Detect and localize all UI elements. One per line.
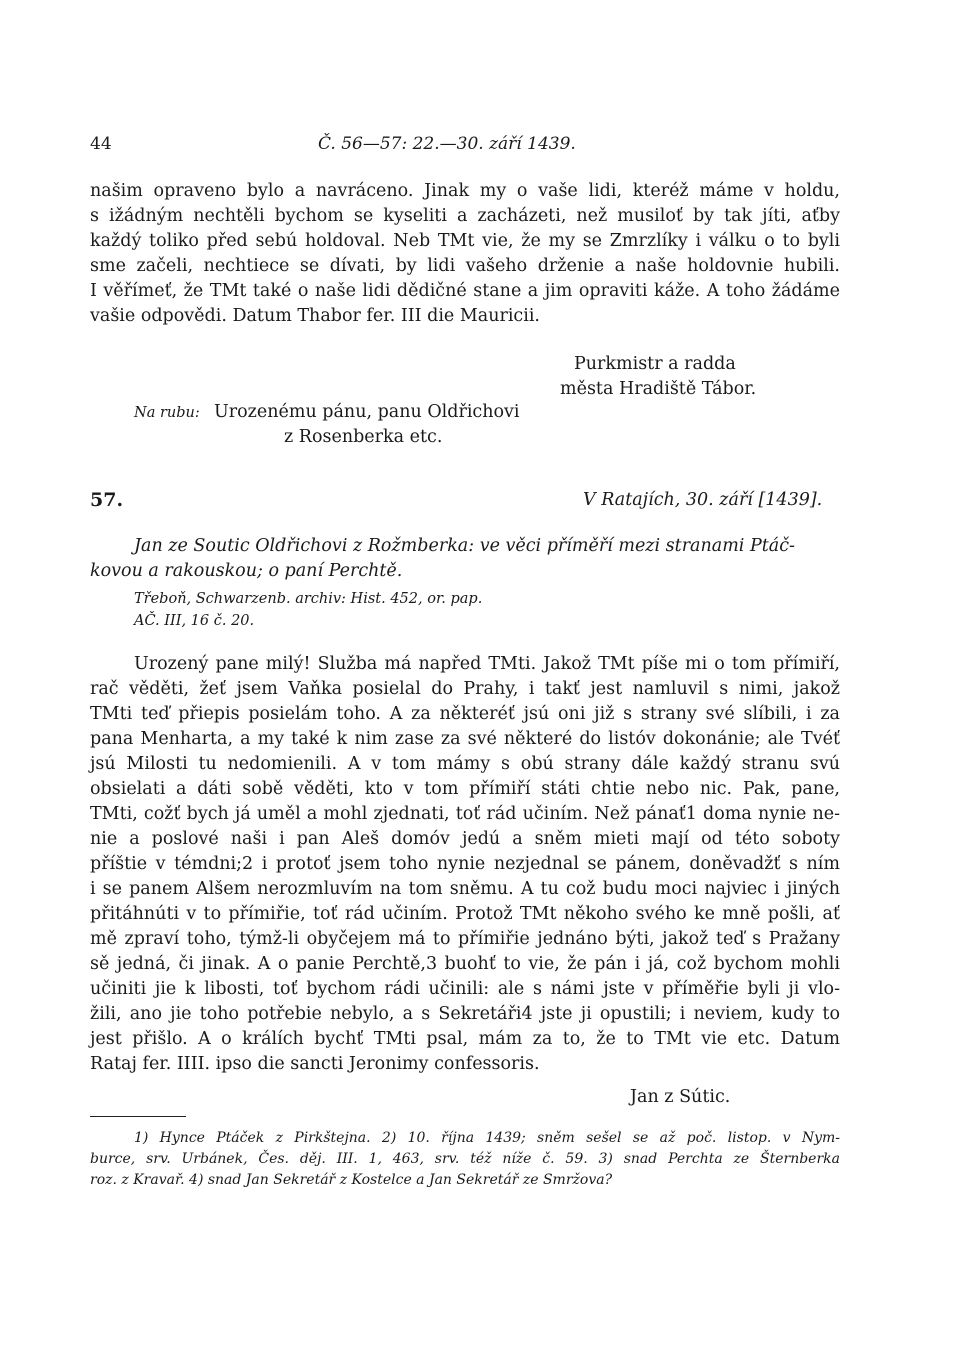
address-label: Na rubu: <box>134 405 200 421</box>
body-line: i se panem Alšem nerozmluvím na tom sněmu. A tu což budu moci najviec i jiných <box>90 879 840 899</box>
body-line: žili, ano jie toho potřebie nebylo, a s Sekretáři4 jste ji opustili; i neviem, kudy to <box>90 1004 840 1024</box>
signature-line: Purkmistr a radda <box>574 354 736 374</box>
body-line: sě jedná, či jinak. A o panie Perchtě,3 buohť to vie, že pán i já, což bychom mohli <box>90 954 840 974</box>
body-line: příštie v témdni;2 i protoť jsem toho nynie nezjednal se pánem, doněvadžť s ním <box>90 854 840 874</box>
body-line: každý toliko před sebú holdoval. Neb TMt vie, že my se Zmrzlíky i válku o to byli <box>90 231 840 251</box>
body-line: jsú Milosti tu nedomienili. A v tom mámy s obú strany dále každý stranu svú <box>90 754 840 774</box>
body-line: TMti teď přiepis posielám toho. A za některéť jsú oni již s strany své slíbili, i za <box>90 704 840 724</box>
body-line: TMti, cožť bych já uměl a mohl zjednati, toť rád učiním. Než pánať1 doma nynie ne- <box>90 804 840 824</box>
archive-source: Třeboň, Schwarzenb. archiv: Hist. 452, or. pap. <box>134 591 483 607</box>
place-date: V Ratajích, 30. září [1439]. <box>583 490 823 510</box>
body-line: jest přišlo. A o králích bychť TMti psal, mám za to, že to TMt vie etc. Datum <box>90 1029 840 1049</box>
footnote-line: 1) Hynce Ptáček z Pirkštejna. 2) 10. října 1439; sněm sešel se až poč. listop. v Nym- <box>134 1130 840 1146</box>
footnote-line: roz. z Kravař. 4) snad Jan Sekretář z Kostelce a Jan Sekretář ze Smržova? <box>90 1172 613 1188</box>
body-line: našim opraveno bylo a navráceno. Jinak my o vaše lidi, kteréž máme v holdu, <box>90 181 840 201</box>
body-line: s ižádným nechtěli bychom se kyseliti a zacházeti, než musiloť by tak jíti, aťby <box>90 206 840 226</box>
footnote-line: burce, srv. Urbánek, Čes. děj. III. 1, 463, srv. též níže č. 59. 3) snad Perchta ze Šternberka <box>90 1151 840 1167</box>
body-line: I věřímeť, že TMt také o naše lidi dědičné stane a jim opraviti káže. A toho žádáme <box>90 281 840 301</box>
body-line: nie a poslové naši i pan Aleš domóv jedú a sněm mieti mají od této soboty <box>90 829 840 849</box>
body-line: mě zpraví toho, týmž-li obyčejem má to přímiřie jednáno býti, jakož teď s Pražany <box>90 929 840 949</box>
body-line: učiniti jie k libosti, toť bychom rádi učinili: ale s námi jste v příměřie byli ji vlo- <box>90 979 840 999</box>
page-number: 44 <box>90 134 112 154</box>
body-line: rač věděti, žeť jsem Vaňka posielal do Prahy, i takť jest namluvil s nimi, jakož <box>90 679 840 699</box>
regest-line: Jan ze Soutic Oldřichovi z Rožmberka: ve věci příměří mezi stranami Ptáč- <box>134 536 795 556</box>
address-line: z Rosenberka etc. <box>284 427 443 447</box>
regest-line: kovou a rakouskou; o paní Perchtě. <box>90 561 403 581</box>
body-line: sme začeli, nechtiece se dívati, by lidi vašeho drženie a naše holdovnie hubili. <box>90 256 840 276</box>
body-line-last: vašie odpovědi. Datum Thabor fer. III die Mauricii. <box>90 306 540 326</box>
body-line: přitáhnúti v to přímiřie, toť rád učiním. Protož TMt někoho svého ke mně pošli, ať <box>90 904 840 924</box>
body-line-last: Rataj fer. IIII. ipso die sancti Jeronimy confessoris. <box>90 1054 540 1074</box>
edition-source: AČ. III, 16 č. 20. <box>134 613 255 629</box>
signature: Jan z Sútic. <box>630 1087 731 1107</box>
address-line: Urozenému pánu, panu Oldřichovi <box>214 402 520 422</box>
body-line: pana Menharta, a my také k nim zase za své některé do listóv dokonánie; ale Tvéť <box>90 729 840 749</box>
document-number: 57. <box>90 489 124 511</box>
body-line: Urozený pane milý! Služba má napřed TMti. Jakož TMt píše mi o tom přímiří, <box>134 654 840 674</box>
signature-line: města Hradiště Tábor. <box>560 379 757 399</box>
footnote-rule <box>90 1116 186 1117</box>
body-line: obsielati a dáti sobě věděti, kto v tom přímiří státi chtie nebo nic. Pak, pane, <box>90 779 840 799</box>
running-title: Č. 56—57: 22.—30. září 1439. <box>318 134 576 154</box>
